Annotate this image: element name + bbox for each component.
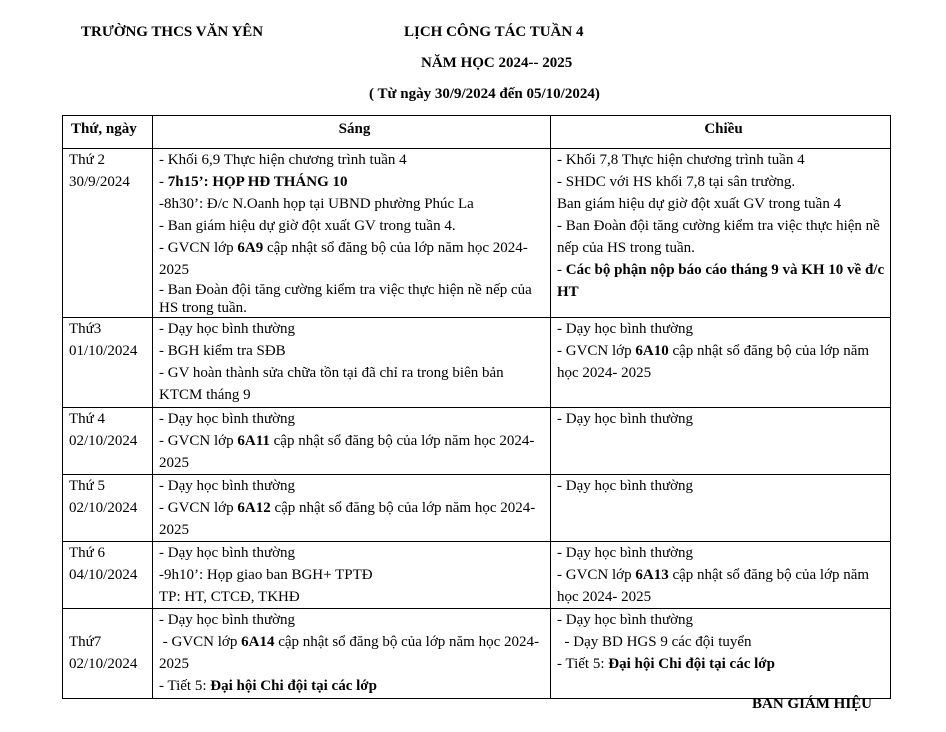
activity-item xyxy=(159,340,550,362)
activity-text: - BGH kiểm tra SĐB xyxy=(159,343,286,359)
activity-text: cập nhật sổ đăng bộ của lớp năm học 2024- 2025 xyxy=(159,500,539,538)
activity-text: - Ban giám hiệu dự giờ đột xuất GV trong tuần 4. xyxy=(159,218,456,234)
activity-item xyxy=(159,475,550,497)
activity-text: -9h10’: Họp giao ban BGH+ TPTĐ xyxy=(159,567,373,583)
activity-text: - GVCN lớp xyxy=(557,343,636,359)
activity-text: - Dạy học bình thường xyxy=(557,612,694,628)
afternoon-cell xyxy=(551,318,891,408)
activity-item xyxy=(159,542,550,564)
activity-item xyxy=(159,362,550,406)
day-name: Thứ 4 xyxy=(69,411,106,427)
day-date: 02/10/2024 xyxy=(69,433,138,449)
activity-text: - Khối 6,9 Thực hiện chương trình tuần 4 xyxy=(159,152,407,168)
day-date: 02/10/2024 xyxy=(69,500,138,516)
activity-item xyxy=(557,542,890,564)
table-row xyxy=(63,318,891,408)
activity-item xyxy=(557,340,890,384)
activity-text: - Dạy học bình thường xyxy=(159,411,296,427)
morning-cell xyxy=(153,408,551,475)
afternoon-cell xyxy=(551,149,891,318)
activity-emphasis: Đại hội Chi đội tại các lớp xyxy=(210,678,377,694)
table-row xyxy=(63,542,891,609)
afternoon-cell xyxy=(551,609,891,699)
activity-item xyxy=(557,171,890,193)
activity-text: cập nhật sổ đăng bộ của lớp năm học 2024- 2025 xyxy=(557,343,873,381)
activity-text: - Dạy học bình thường xyxy=(159,545,296,561)
day-cell xyxy=(63,475,153,542)
activity-text: - xyxy=(159,174,168,190)
activity-text: - Ban Đoàn đội tăng cường kiểm tra việc thực hiện nề nếp của HS trong tuần. xyxy=(159,282,536,316)
morning-cell xyxy=(153,149,551,318)
activity-text: - Dạy học bình thường xyxy=(159,478,296,494)
activity-item xyxy=(159,609,550,631)
activity-item xyxy=(557,259,890,303)
activity-item xyxy=(159,318,550,340)
day-cell xyxy=(63,408,153,475)
activity-item xyxy=(159,675,550,697)
activity-text: - Dạy học bình thường xyxy=(557,321,694,337)
activity-text: TP: HT, CTCĐ, TKHĐ xyxy=(159,589,300,605)
activity-item xyxy=(557,475,890,497)
activity-text: - Dạy học bình thường xyxy=(557,545,694,561)
morning-cell xyxy=(153,475,551,542)
activity-item xyxy=(557,149,890,171)
activity-emphasis: 6A9 xyxy=(237,240,264,256)
activity-text: - Dạy học bình thường xyxy=(159,612,296,628)
activity-text: cập nhật sổ đăng bộ của lớp năm học 2024- 2025 xyxy=(557,567,873,605)
activity-text: - Dạy học bình thường xyxy=(557,478,694,494)
activity-emphasis: 7h15’: HỌP HĐ THÁNG 10 xyxy=(167,174,348,190)
activity-item xyxy=(159,564,550,586)
activity-text: - GVCN lớp xyxy=(159,634,242,650)
column-header-morning: Sáng xyxy=(153,116,551,149)
activity-item xyxy=(557,564,890,608)
activity-item xyxy=(557,408,890,430)
activity-text: Ban giám hiệu dự giờ đột xuất GV trong tuần 4 xyxy=(557,196,842,212)
activity-text: -8h30’: Đ/c N.Oanh họp tại UBND phường Phúc La xyxy=(159,196,474,212)
activity-item xyxy=(557,631,890,653)
activity-text: - Dạy học bình thường xyxy=(557,411,694,427)
day-cell xyxy=(63,149,153,318)
activity-emphasis: 6A11 xyxy=(237,433,270,449)
column-header-afternoon: Chiều xyxy=(551,116,891,149)
activity-text: - Dạy BD HGS 9 các đội tuyển xyxy=(557,634,752,650)
afternoon-cell xyxy=(551,408,891,475)
day-name: Thứ7 xyxy=(69,634,102,650)
activity-item xyxy=(159,430,550,474)
day-date: 02/10/2024 xyxy=(69,656,138,672)
activity-emphasis: 6A13 xyxy=(635,567,669,583)
schedule-title: LỊCH CÔNG TÁC TUẦN 4 xyxy=(404,24,584,40)
activity-text: cập nhật sổ đăng bộ của lớp năm học 2024- 2025 xyxy=(159,240,532,278)
activity-item xyxy=(159,171,550,193)
morning-cell xyxy=(153,609,551,699)
activity-text: - GVCN lớp xyxy=(159,240,238,256)
activity-emphasis: 6A10 xyxy=(635,343,669,359)
day-name: Thứ 2 xyxy=(69,152,106,168)
table-row xyxy=(63,609,891,699)
activity-item xyxy=(159,237,550,281)
afternoon-cell xyxy=(551,475,891,542)
afternoon-cell xyxy=(551,542,891,609)
table-row xyxy=(63,475,891,542)
signature-label: BAN GIÁM HIỆU xyxy=(752,696,873,712)
morning-cell xyxy=(153,542,551,609)
activity-text: - Ban Đoàn đội tăng cường kiểm tra việc thực hiện nề nếp của HS trong tuần. xyxy=(557,218,884,256)
activity-item xyxy=(557,193,890,215)
activity-item xyxy=(159,149,550,171)
schedule-table xyxy=(62,115,891,699)
activity-item xyxy=(557,318,890,340)
column-header-day: Thứ, ngày xyxy=(63,116,153,149)
table-row xyxy=(63,408,891,475)
activity-item xyxy=(159,215,550,237)
activity-item xyxy=(159,281,550,317)
activity-text: cập nhật sổ đăng bộ của lớp năm học 2024- 2025 xyxy=(159,634,543,672)
day-cell xyxy=(63,542,153,609)
activity-item xyxy=(557,215,890,259)
activity-item xyxy=(159,586,550,608)
activity-emphasis: Các bộ phận nộp báo cáo tháng 9 và KH 10 về đ/c HT xyxy=(557,262,885,300)
day-date: 30/9/2024 xyxy=(69,174,130,190)
activity-text: - GVCN lớp xyxy=(159,433,238,449)
activity-item xyxy=(159,497,550,541)
day-cell xyxy=(63,609,153,699)
day-name: Thứ3 xyxy=(69,321,102,337)
activity-text: - GVCN lớp xyxy=(159,500,238,516)
day-name: Thứ 5 xyxy=(69,478,106,494)
morning-cell xyxy=(153,318,551,408)
school-year: NĂM HỌC 2024-- 2025 xyxy=(421,55,573,71)
day-date: 01/10/2024 xyxy=(69,343,138,359)
school-name: TRƯỜNG THCS VĂN YÊN xyxy=(81,24,264,40)
table-header-row xyxy=(63,116,891,149)
activity-text: - Dạy học bình thường xyxy=(159,321,296,337)
activity-item xyxy=(159,408,550,430)
activity-text: - GV hoàn thành sửa chữa tồn tại đã chỉ ra trong biên bản KTCM tháng 9 xyxy=(159,365,508,403)
activity-text: - Tiết 5: xyxy=(557,656,609,672)
activity-text: cập nhật sổ đăng bộ của lớp năm học 2024- 2025 xyxy=(159,433,539,471)
table-row xyxy=(63,149,891,318)
activity-item xyxy=(159,193,550,215)
activity-item xyxy=(557,609,890,631)
date-range: ( Từ ngày 30/9/2024 đến 05/10/2024) xyxy=(369,86,600,102)
activity-emphasis: Đại hội Chi đội tại các lớp xyxy=(608,656,775,672)
day-date: 04/10/2024 xyxy=(69,567,138,583)
day-cell xyxy=(63,318,153,408)
activity-text: - Khối 7,8 Thực hiện chương trình tuần 4 xyxy=(557,152,805,168)
activity-emphasis: 6A14 xyxy=(241,634,275,650)
activity-text: - xyxy=(557,262,566,278)
day-name: Thứ 6 xyxy=(69,545,106,561)
activity-text: - GVCN lớp xyxy=(557,567,636,583)
activity-emphasis: 6A12 xyxy=(237,500,271,516)
activity-text: - Tiết 5: xyxy=(159,678,211,694)
activity-item xyxy=(557,653,890,675)
activity-text: - SHDC với HS khối 7,8 tại sân trường. xyxy=(557,174,796,190)
activity-item xyxy=(159,631,550,675)
